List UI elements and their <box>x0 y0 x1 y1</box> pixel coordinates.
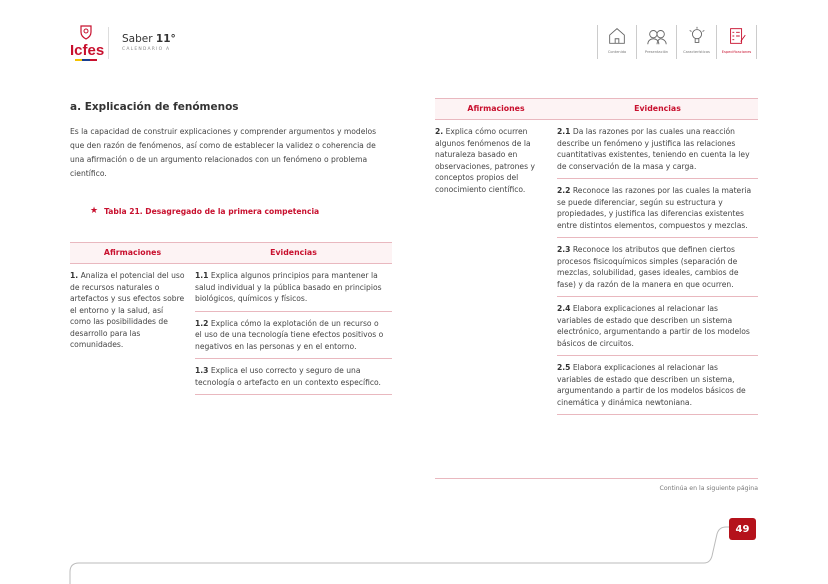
evidence-cell: 2.1 Da las razones por las cuales una reacción describe un fenómeno y justifica las relaciones cuantitativas existentes, teniendo en cuenta la ley de conservación de la masa y carga. <box>557 120 758 179</box>
evidence-cell: 1.2 Explica cómo la explotación de un recurso o el uso de una tecnología tiene efectos positivos o negativos en las personas y en el entorno. <box>195 311 392 359</box>
affirmation-cell: 2. Explica cómo ocurren algunos fenómenos de la naturaleza basado en observaciones, patrones y conceptos propios del conocimiento científico. <box>435 127 535 194</box>
nav-caracteristicas[interactable]: Características <box>677 25 717 59</box>
page-number: 49 <box>729 518 756 540</box>
col-header-afirmaciones: Afirmaciones <box>70 243 195 264</box>
evidence-cell: 2.2 Reconoce las razones por las cuales la materia se puede diferenciar, según su estructura y propiedades, y justifica las diferencias existentes entre distintos elementos, compuestos y mezclas. <box>557 179 758 238</box>
evidence-cell: 2.5 Elabora explicaciones al relacionar las variables de estado que describen un sistema, argumentando a partir de los modelos básicos de cinemática y dinámica newtoniana. <box>557 356 758 415</box>
col-header-evidencias: Evidencias <box>195 243 392 264</box>
table-caption: ★ Tabla 21. Desagregado de la primera competencia <box>90 206 320 216</box>
continued-note: Continúa en la siguiente página <box>659 485 758 492</box>
col-header-afirmaciones: Afirmaciones <box>435 99 557 120</box>
product-title: Saber 11° <box>122 33 176 45</box>
nav-especificaciones[interactable]: Especificaciones <box>717 25 757 59</box>
nav-presentacion[interactable]: Presentación <box>637 25 677 59</box>
evidence-cell: 1.1 Explica algunos principios para mantener la salud individual y la pública basado en principios biológicos, químicos y físicos. <box>195 264 392 312</box>
evidence-cell: 2.4 Elabora explicaciones al relacionar las variables de estado que describen un sistema electrónico, argumentando a partir de los modelos básicos de circuitos. <box>557 297 758 356</box>
calendar-label: CALENDARIO A <box>122 47 171 52</box>
section-paragraph: Es la capacidad de construir explicaciones y comprender argumentos y modelos que den razón de fenómenos, así como de establecer la validez o coherencia de una afirmación o de un argumento relacionados con un fenómeno o problema científico. <box>70 127 377 178</box>
evidence-cell: 1.3 Explica el uso correcto y seguro de una tecnología o artefacto en un contexto específico. <box>195 359 392 395</box>
col-header-evidencias: Evidencias <box>557 99 758 120</box>
affirmation-cell: 1. Analiza el potencial del uso de recursos naturales o artefactos y sus efectos sobre el entorno y la salud, así como las posibilidades de desarrollo para las comunidades. <box>70 271 185 349</box>
star-icon: ★ <box>90 206 99 216</box>
nav-contenido[interactable]: Contenido <box>597 25 637 59</box>
icfes-logo[interactable]: Icfes <box>70 24 102 61</box>
section-title: a. Explicación de fenómenos <box>70 101 239 113</box>
evidence-cell: 2.3 Reconoce los atributos que definen ciertos procesos fisicoquímicos simples (separación de mezclas, solubilidad, gases ideales, cambios de fase) y da razón de la manera en que ocurren. <box>557 238 758 297</box>
